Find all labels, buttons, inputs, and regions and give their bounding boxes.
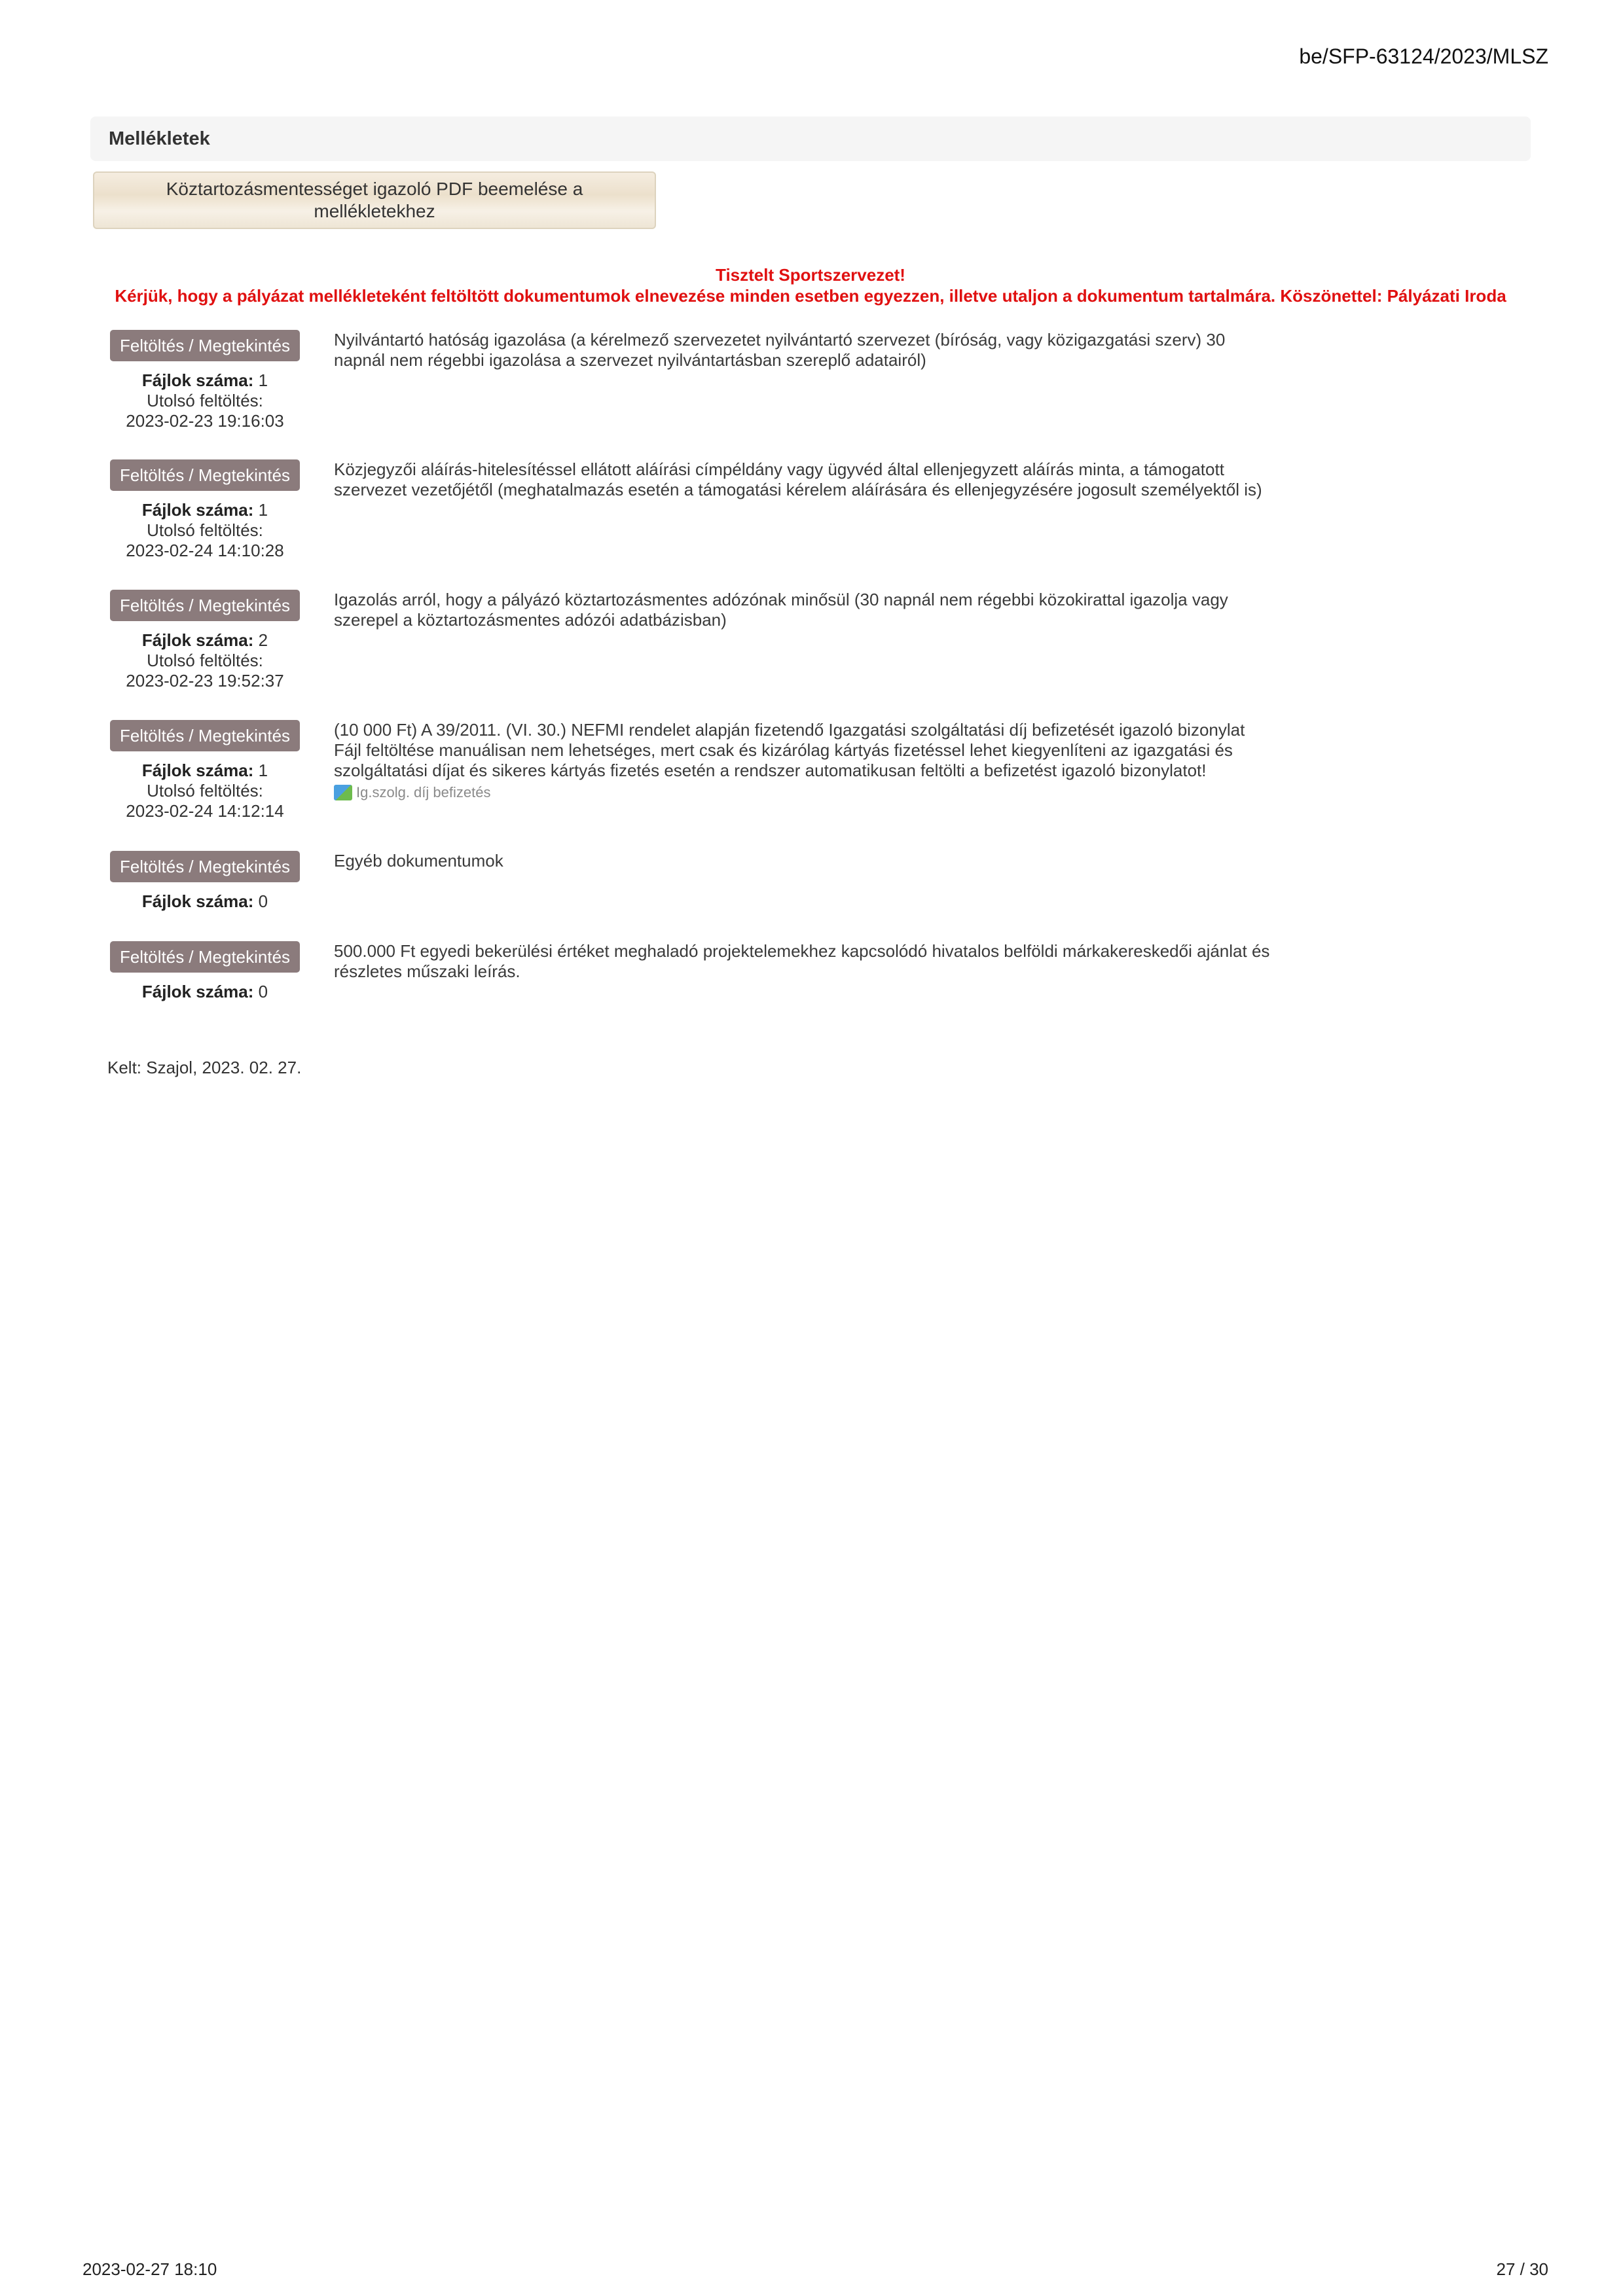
image-icon <box>334 785 352 800</box>
last-upload-label: Utolsó feltöltés: <box>147 520 263 540</box>
last-upload-date: 2023-02-23 19:16:03 <box>126 411 284 431</box>
files-count: Fájlok száma: 0 <box>141 891 268 911</box>
notice <box>90 264 1531 306</box>
import-pdf-button[interactable]: Köztartozásmentességet igazoló PDF beemelése a mellékletekhez <box>93 171 656 229</box>
notice-message: Kérjük, hogy a pályázat mellékleteként feltöltött dokumentumok elnevezése minden esetben egyezzen, illetve utaljon a dokumentum tartalmára. Köszönettel: Pályázati Iroda <box>115 286 1506 306</box>
last-upload-label: Utolsó feltöltés: <box>147 391 263 410</box>
attachment-meta <box>110 941 300 1002</box>
upload-view-button[interactable]: Feltöltés / Megtekintés <box>110 851 300 882</box>
files-count: Fájlok száma: 2 <box>141 630 268 650</box>
files-count: Fájlok száma: 1 <box>141 500 268 520</box>
attachment-description: Egyéb dokumentumok <box>334 851 503 870</box>
fee-payment-link[interactable] <box>334 782 1277 802</box>
attachment-description: Közjegyzői aláírás-hitelesítéssel ellátott aláírási címpéldány vagy ügyvéd által ellenjegyzett aláírás minta, a támogatott szervezet vezetőjétől (meghatalmazás esetén a támogatási kérelem aláírására és ellenjegyzésére jogosult személyektől is) <box>334 459 1262 499</box>
upload-view-button[interactable]: Feltöltés / Megtekintés <box>110 941 300 973</box>
last-upload-date: 2023-02-23 19:52:37 <box>126 671 284 691</box>
attachment-description: Nyilvántartó hatóság igazolása (a kérelmező szervezetet nyilvántartó szervezet (bíróság, vagy közigazgatási szerv) 30 napnál nem régebbi igazolása a szervezet nyilvántartásban szereplő adatairól) <box>334 330 1226 370</box>
last-upload-date: 2023-02-24 14:10:28 <box>126 541 284 560</box>
upload-view-button[interactable]: Feltöltés / Megtekintés <box>110 590 300 621</box>
last-upload-label: Utolsó feltöltés: <box>147 781 263 800</box>
footer-timestamp: 2023-02-27 18:10 <box>82 2259 217 2279</box>
attachment-description <box>334 720 1277 802</box>
attachment-description: Igazolás arról, hogy a pályázó köztartozásmentes adózónak minősül (30 napnál nem régebbi közokirattal igazolja vagy szerepel a köztartozásmentes adózói adatbázisban) <box>334 590 1228 630</box>
attachment-meta <box>110 330 300 431</box>
files-count: Fájlok száma: 1 <box>141 370 268 390</box>
attachment-meta <box>110 851 300 912</box>
section-header <box>90 117 1531 161</box>
last-upload-date: 2023-02-24 14:12:14 <box>126 801 284 821</box>
upload-view-button[interactable]: Feltöltés / Megtekintés <box>110 720 300 751</box>
attachment-meta <box>110 590 300 691</box>
attachment-meta <box>110 459 300 561</box>
attachment-title: (10 000 Ft) A 39/2011. (VI. 30.) NEFMI rendelet alapján fizetendő Igazgatási szolgáltatási díj befizetését igazoló bizonylat <box>334 720 1245 740</box>
fee-payment-link-text[interactable]: Ig.szolg. díj befizetés <box>356 784 491 800</box>
notice-greeting: Tisztelt Sportszervezet! <box>716 265 905 285</box>
attachment-description: 500.000 Ft egyedi bekerülési értéket meghaladó projektelemekhez kapcsolódó hivatalos belföldi márkakereskedői ajánlat és részletes műszaki leírás. <box>334 941 1270 981</box>
files-count: Fájlok száma: 0 <box>141 982 268 1001</box>
files-count: Fájlok száma: 1 <box>141 761 268 780</box>
upload-view-button[interactable]: Feltöltés / Megtekintés <box>110 330 300 361</box>
upload-view-button[interactable]: Feltöltés / Megtekintés <box>110 459 300 491</box>
document-id: be/SFP-63124/2023/MLSZ <box>1299 45 1548 68</box>
section-title: Mellékletek <box>109 128 210 149</box>
page-number: 27 / 30 <box>1496 2259 1548 2279</box>
attachment-meta <box>110 720 300 821</box>
attachment-note: Fájl feltöltése manuálisan nem lehetséges, mert csak és kizárólag kártyás fizetéssel lehet kiegyenlíteni az igazgatási és szolgáltatási díjat és sikeres kártyás fizetés esetén a rendszer automatikusan feltölti a befizetést igazoló bizonylatot! <box>334 740 1233 780</box>
signature-place-date: Kelt: Szajol, 2023. 02. 27. <box>107 1058 302 1077</box>
last-upload-label: Utolsó feltöltés: <box>147 651 263 670</box>
